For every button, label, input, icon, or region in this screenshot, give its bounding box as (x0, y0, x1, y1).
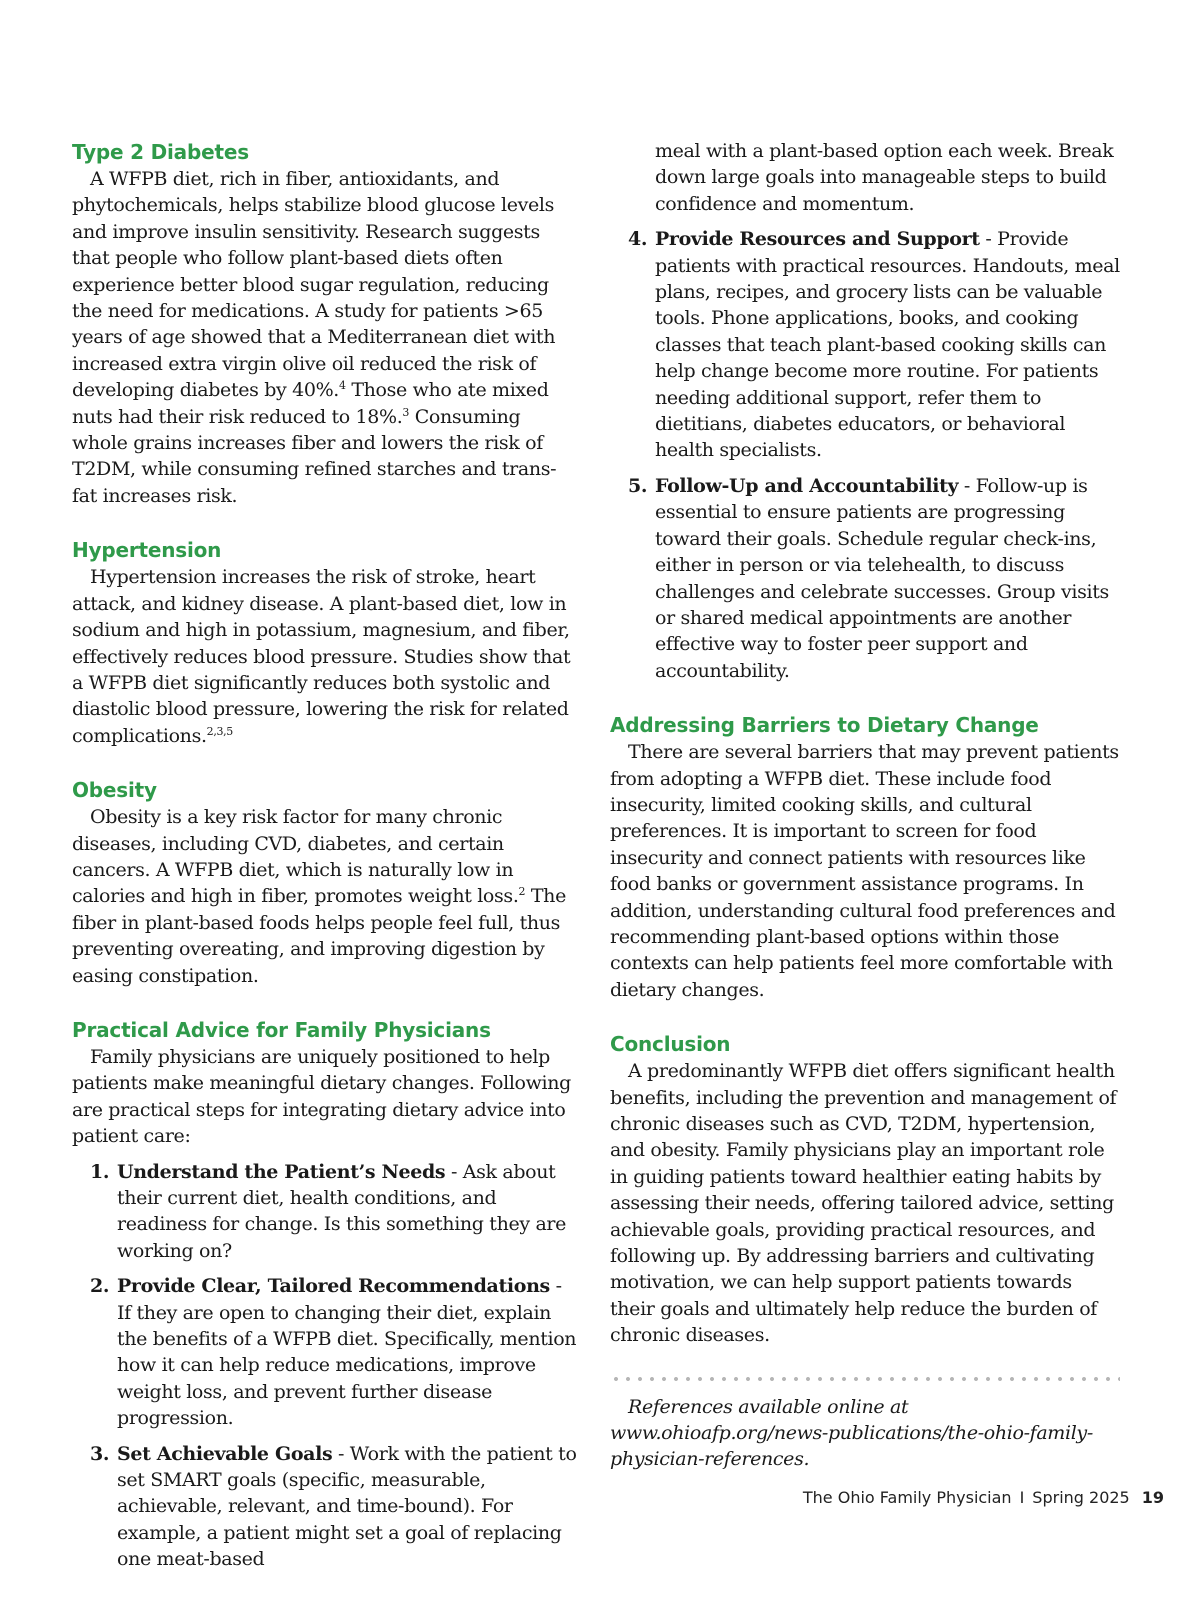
heading-barriers: Addressing Barriers to Dietary Change (610, 713, 1039, 738)
list-item (72, 1159, 577, 1265)
reference-superscript: 4 (338, 379, 346, 393)
dotted-divider (610, 1376, 1120, 1382)
section-conclusion (610, 1030, 1120, 1348)
left-column (72, 138, 577, 1600)
text-span: Consuming whole grains increases fiber and lowers the risk of T2DM, while consuming refined starches and trans-fat increases risk. (72, 405, 557, 507)
list-item (72, 1273, 577, 1431)
step-number: 1. (90, 1160, 110, 1183)
paragraph-diabetes (72, 166, 577, 509)
step-number: 5. (628, 474, 648, 497)
reference-superscript: 3 (402, 405, 410, 419)
issue-date: Spring 2025 (1032, 1488, 1130, 1507)
footer-separator: I (1019, 1488, 1025, 1507)
paragraph-barriers: There are several barriers that may prevent patients from adopting a WFPB diet. These include food insecurity, limited cooking skills, and cultural preferences. It is important to screen for food insecurity and connect patients with resources like food banks or government assistance programs. In addition, understanding cultural food preferences and recommending plant-based options within those contexts can help patients feel more comfortable with dietary changes. (610, 741, 1119, 1001)
section-obesity (72, 776, 577, 989)
step-number: 3. (90, 1442, 110, 1465)
step-text: - Follow-up is essential to ensure patients are progressing toward their goals. Schedule regular check-ins, either in person or via telehealth, to discuss challenges and celebrate successes. Group visits or shared medical appointments are another effective way to foster peer support and accountability. (655, 474, 1109, 682)
step-text: - Work with the patient to set SMART goals (specific, measurable, achievable, relevant, and time-bound). For example, a patient might set a goal of replacing one meat-based (117, 1442, 577, 1571)
heading-practical-advice: Practical Advice for Family Physicians (72, 1017, 491, 1042)
step-title: Provide Clear, Tailored Recommendations (117, 1275, 550, 1298)
step-number: 2. (90, 1275, 110, 1298)
step-title: Set Achievable Goals (117, 1442, 333, 1465)
paragraph-hypertension (72, 564, 577, 749)
page-number: 19 (1141, 1488, 1164, 1507)
section-barriers (610, 711, 1120, 1003)
step-title: Understand the Patient’s Needs (117, 1160, 446, 1183)
heading-hypertension: Hypertension (72, 538, 222, 563)
step-3-continued: meal with a plant-based option each week. Break down large goals into manageable steps to build confidence and momentum. (655, 140, 1114, 215)
list-item (72, 1441, 577, 1573)
text-span: Those who ate mixed nuts had their risk reduced to 18%. (72, 379, 549, 428)
steps-list-continued (610, 226, 1120, 684)
section-practical-advice (72, 1016, 577, 1573)
heading-conclusion: Conclusion (610, 1032, 731, 1057)
heading-type-2-diabetes: Type 2 Diabetes (72, 140, 249, 164)
publication-name: The Ohio Family Physician (802, 1488, 1012, 1507)
references-note: References available online at www.ohioafp.org/news-publications/the-ohio-family-physician-references. (610, 1395, 1093, 1471)
reference-superscript: 2 (518, 885, 526, 899)
page-footer (803, 1488, 1164, 1507)
list-item (610, 226, 1120, 464)
right-column (610, 138, 1120, 1473)
section-hypertension (72, 536, 577, 749)
step-number: 4. (628, 228, 648, 251)
heading-obesity: Obesity (72, 778, 157, 803)
step-title: Provide Resources and Support (655, 228, 980, 251)
section-type-2-diabetes (72, 138, 577, 509)
text-span: The fiber in plant-based foods helps people feel full, thus preventing overeating, and improving digestion by easing constipation. (72, 885, 566, 987)
text-span: Hypertension increases the risk of stroke, heart attack, and kidney disease. A plant-based diet, low in sodium and high in potassium, magnesium, and fiber, effectively reduces blood pressure. Studies show that a WFPB diet significantly reduces both systolic and diastolic blood pressure, lowering the risk for related complications. (72, 566, 571, 747)
list-item (610, 473, 1120, 684)
step-text: - Provide patients with practical resources. Handouts, meal plans, recipes, and grocery lists can be valuable tools. Phone applications, books, and cooking classes that teach plant-based cooking skills can help change become more routine. For patients needing additional support, refer them to dietitians, diabetes educators, or behavioral health specialists. (655, 228, 1120, 462)
step-text: - If they are open to changing their diet, explain the benefits of a WFPB diet. Specifically, mention how it can help reduce medications, improve weight loss, and prevent further disease progression. (117, 1275, 577, 1430)
text-span: Obesity is a key risk factor for many chronic diseases, including CVD, diabetes, and certain cancers. A WFPB diet, which is naturally low in calories and high in fiber, promotes weight loss. (72, 806, 519, 908)
text-span: A WFPB diet, rich in fiber, antioxidants, and phytochemicals, helps stabilize blood glucose levels and improve insulin sensitivity. Research suggests that people who follow plant-based diets often experience better blood sugar regulation, reducing the need for medications. A study for patients >65 years of age showed that a Mediterranean diet with increased extra virgin olive oil reduced the risk of developing diabetes by 40%. (72, 168, 556, 402)
paragraph-obesity (72, 804, 577, 989)
step-title: Follow-Up and Accountability (655, 474, 959, 497)
paragraph-practical-intro: Family physicians are uniquely positioned to help patients make meaningful dietary changes. Following are practical steps for integrating dietary advice into patient care: (72, 1045, 571, 1148)
step-text: - Ask about their current diet, health conditions, and readiness for change. Is this something they are working on? (117, 1160, 567, 1262)
paragraph-conclusion: A predominantly WFPB diet offers significant health benefits, including the prevention and management of chronic diseases such as CVD, T2DM, hypertension, and obesity. Family physicians play an important role in guiding patients toward healthier eating habits by assessing their needs, offering tailored advice, setting achievable goals, providing practical resources, and following up. By addressing barriers and cultivating motivation, we can help support patients towards their goals and ultimately help reduce the burden of chronic diseases. (610, 1060, 1117, 1347)
steps-list (72, 1159, 577, 1573)
reference-superscript: 2,3,5 (206, 724, 233, 738)
